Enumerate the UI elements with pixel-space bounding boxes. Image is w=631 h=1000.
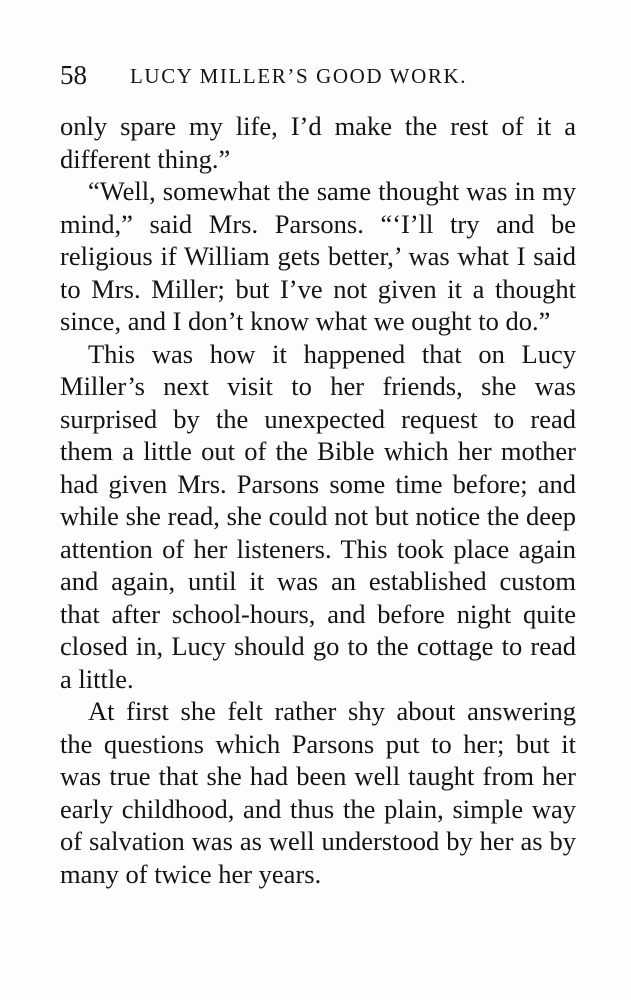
page-number: 58 (60, 60, 87, 90)
paragraph-lucy-visit: This was how it happened that on Lucy Miller’s next visit to her friends, she was surprised by the unexpected request to read them a little out of the Bible which her mother had given Mrs. Parsons some time before; and while she read, she could not but notice the deep attention of her listeners. This took place again and again, until it was an established custom that after school-hours, and before night quite closed in, Lucy should go to the cottage to read a little. (60, 338, 576, 694)
running-head: LUCY MILLER’S GOOD WORK. (130, 64, 468, 88)
paragraph-continuation: only spare my life, I’d make the rest of it a different thing.” (60, 111, 576, 174)
paragraph-mrs-parsons: “Well, somewhat the same thought was in my mind,” said Mrs. Parsons. “‘I’ll try and be religious if William gets better,’ was what I said to Mrs. Miller; but I’ve not given it a thought since, and I don’t know what we ought to do.” (60, 176, 576, 336)
body-text (60, 110, 576, 890)
page-header (60, 58, 580, 92)
paragraph-questions: At first she felt rather shy about answering the questions which Parsons put to her; but it was true that she had been well taught from her early childhood, and thus the plain, simple way of salvation was as well understood by her as by many of twice her years. (60, 696, 576, 889)
